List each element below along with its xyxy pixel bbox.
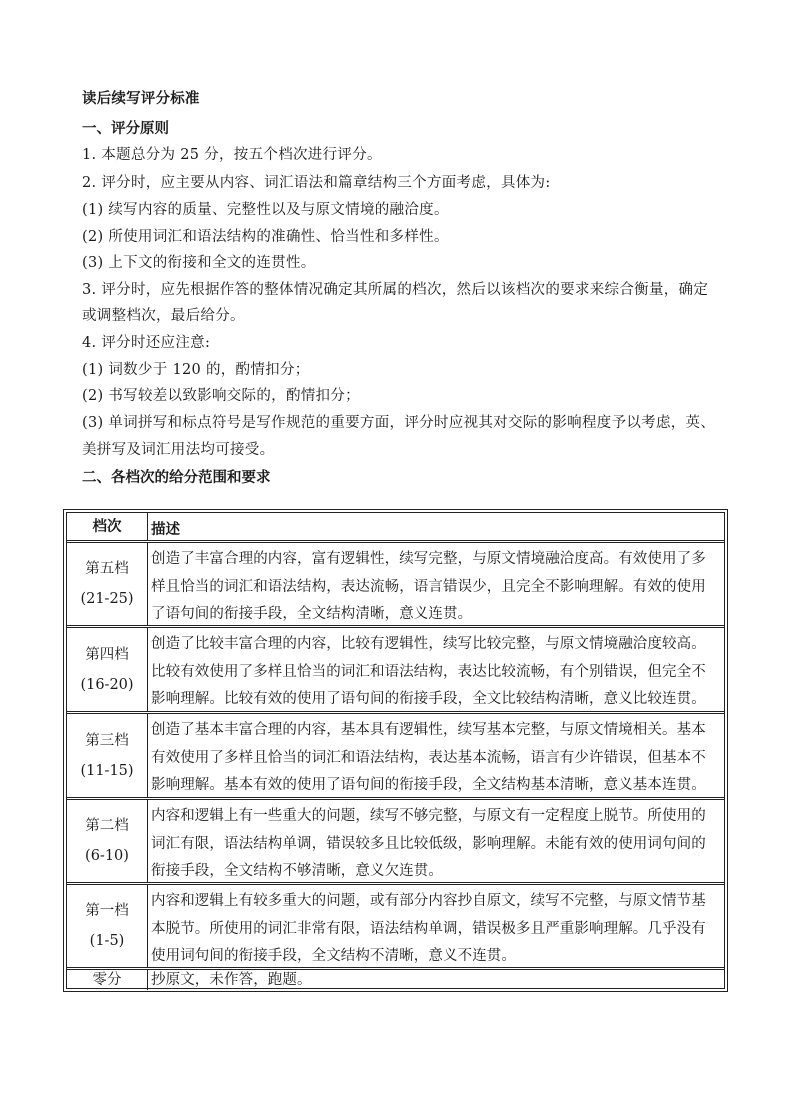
table-row xyxy=(67,800,724,885)
desc-line: 影响理解。基本有效的使用了语句间的衔接手段，全文结构基本清晰，意义基本连贯。 xyxy=(151,777,706,793)
desc-cell xyxy=(151,714,721,797)
rule-line: 或调整档次，最后给分。 xyxy=(82,308,245,324)
scoring-table-inner xyxy=(66,512,725,989)
desc-cell xyxy=(151,885,721,967)
level-name: 第一档 xyxy=(85,903,129,919)
rule-line: (3) 单词拼写和标点符号是写作规范的重要方面，评分时应视其对交际的影响程度予以考虑，英、 xyxy=(82,415,716,431)
desc-line: 衔接手段，全文结构不够清晰，意义欠连贯。 xyxy=(151,863,443,879)
desc-line: 本脱节。所使用的词汇非常有限，语法结构单调，错误极多且严重影响理解。几乎没有 xyxy=(151,920,706,937)
rule-line: (1) 词数少于 120 的，酌情扣分； xyxy=(82,362,310,378)
rule-line: 2. 评分时，应主要从内容、词汇语法和篇章结构三个方面考虑，具体为: xyxy=(82,175,551,191)
section-heading-principles: 一、评分原则 xyxy=(82,121,169,137)
desc-cell xyxy=(151,800,721,882)
rule-line: (1) 续写内容的质量、完整性以及与原文情境的融洽度。 xyxy=(82,202,449,218)
level-range: (21-25) xyxy=(80,591,134,607)
level-name: 第二档 xyxy=(85,818,129,834)
level-name: 零分 xyxy=(92,972,122,988)
desc-line: 有效使用了多样且恰当的词汇和语法结构，表达基本流畅，语言有少许错误，但基本不 xyxy=(151,749,706,766)
level-range: (6-10) xyxy=(85,848,129,864)
header-desc: 描述 xyxy=(151,522,180,538)
level-name: 第三档 xyxy=(85,732,129,749)
desc-line: 抄原文，未作答，跑题。 xyxy=(151,972,312,988)
rule-line: 4. 评分时还应注意: xyxy=(82,335,211,351)
desc-line: 内容和逻辑上有较多重大的问题，或有部分内容抄自原文，续写不完整，与原文情节基 xyxy=(151,893,706,909)
desc-line: 比较有效使用了多样且恰当的词汇和语法结构，表达比较流畅，有个别错误，但完全不 xyxy=(151,663,706,680)
scoring-table xyxy=(63,509,728,992)
desc-line: 使用词句间的衔接手段，全文结构不清晰，意义不连贯。 xyxy=(151,948,516,964)
section-heading-levels: 二、各档次的给分范围和要求 xyxy=(82,470,271,486)
table-row xyxy=(67,628,724,714)
level-cell xyxy=(67,800,148,882)
desc-cell xyxy=(151,543,721,625)
table-row xyxy=(67,543,724,628)
rule-line: (2) 书写较差以致影响交际的，酌情扣分； xyxy=(82,388,360,404)
desc-line: 创造了丰富合理的内容，富有逻辑性，续写完整，与原文情境融洽度高。有效使用了多 xyxy=(151,551,706,567)
rule-line: 1. 本题总分为 25 分，按五个档次进行评分。 xyxy=(82,147,382,163)
desc-cell xyxy=(151,970,721,990)
desc-line: 了语句间的衔接手段，全文结构清晰，意义连贯。 xyxy=(151,606,473,622)
desc-line: 创造了基本丰富合理的内容，基本具有逻辑性，续写基本完整，与原文情境相关。基本 xyxy=(151,722,706,738)
table-row xyxy=(67,714,724,800)
document-title: 读后续写评分标准 xyxy=(82,91,200,107)
desc-line: 内容和逻辑上有一些重大的问题，续写不够完整，与原文有一定程度上脱节。所使用的 xyxy=(151,808,706,824)
level-cell xyxy=(67,970,148,990)
level-range: (16-20) xyxy=(80,676,134,693)
header-level: 档次 xyxy=(67,513,148,540)
level-cell xyxy=(67,628,148,711)
level-range: (1-5) xyxy=(89,933,125,949)
table-row xyxy=(67,970,724,990)
rule-line: (2) 所使用词汇和语法结构的准确性、恰当性和多样性。 xyxy=(82,229,449,245)
rule-line: 美拼写及词汇用法均可接受。 xyxy=(82,442,275,458)
level-range: (11-15) xyxy=(80,762,134,779)
level-cell xyxy=(67,714,148,797)
table-header-row xyxy=(67,513,724,543)
level-name: 第四档 xyxy=(85,646,129,663)
level-cell xyxy=(67,543,148,625)
desc-line: 样且恰当的词汇和语法结构，表达流畅，语言错误少，且完全不影响理解。有效的使用 xyxy=(151,578,706,595)
level-name: 第五档 xyxy=(85,561,129,577)
desc-line: 创造了比较丰富合理的内容，比较有逻辑性，续写比较完整，与原文情境融洽度较高。 xyxy=(151,636,706,652)
desc-cell xyxy=(151,628,721,711)
rule-line: (3) 上下文的衔接和全文的连贯性。 xyxy=(82,255,316,271)
level-cell xyxy=(67,885,148,967)
table-row xyxy=(67,885,724,970)
desc-line: 词汇有限，语法结构单调，错误较多且比较低级，影响理解。未能有效的使用词句间的 xyxy=(151,835,706,852)
rule-line: 3. 评分时，应先根据作答的整体情况确定其所属的档次，然后以该档次的要求来综合衡量，确定 xyxy=(82,282,709,298)
desc-line: 影响理解。比较有效的使用了语句间的衔接手段，全文比较结构清晰，意义比较连贯。 xyxy=(151,691,706,707)
